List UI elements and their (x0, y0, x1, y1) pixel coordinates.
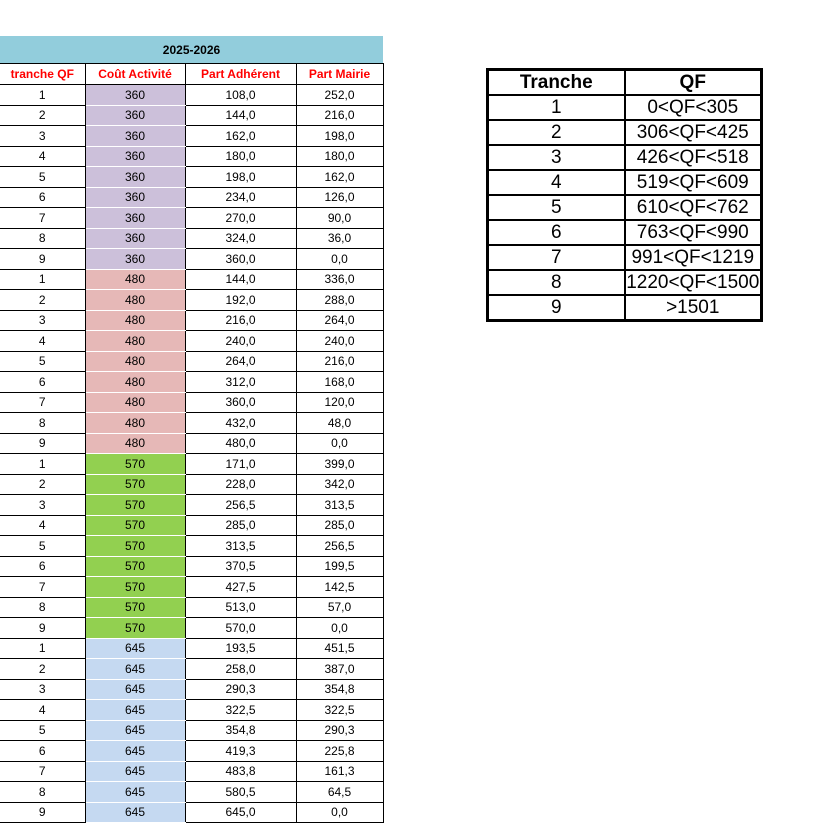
cost-cell: 570 (85, 474, 185, 495)
part-mairie-cell: 180,0 (296, 146, 383, 167)
part-adherent-cell: 360,0 (185, 392, 296, 413)
part-mairie-cell: 198,0 (296, 126, 383, 147)
qf-range-cell: 0<QF<305 (625, 95, 762, 120)
table-row (0, 208, 383, 229)
cost-cell: 360 (85, 105, 185, 126)
table-row (0, 536, 383, 557)
header-tranche-qf: tranche QF (0, 64, 85, 85)
table-row (0, 372, 383, 393)
part-adherent-cell: 198,0 (185, 167, 296, 188)
part-mairie-cell: 90,0 (296, 208, 383, 229)
qf-tranche-cell: 6 (488, 220, 625, 245)
cost-cell: 480 (85, 413, 185, 434)
tranche-cell: 7 (0, 761, 85, 782)
part-adherent-cell: 193,5 (185, 638, 296, 659)
table-row (0, 105, 383, 126)
qf-tranche-cell: 4 (488, 170, 625, 195)
qf-tranche-cell: 3 (488, 145, 625, 170)
cost-cell: 480 (85, 331, 185, 352)
qf-header-qf: QF (625, 70, 762, 96)
tranche-cell: 8 (0, 413, 85, 434)
qf-row (488, 145, 762, 170)
part-mairie-cell: 126,0 (296, 187, 383, 208)
tranche-cell: 8 (0, 782, 85, 803)
table-row (0, 167, 383, 188)
part-mairie-cell: 225,8 (296, 741, 383, 762)
tranche-cell: 6 (0, 187, 85, 208)
part-mairie-cell: 290,3 (296, 720, 383, 741)
part-mairie-cell: 252,0 (296, 85, 383, 106)
table-row (0, 802, 383, 823)
part-mairie-cell: 0,0 (296, 802, 383, 823)
part-mairie-cell: 354,8 (296, 679, 383, 700)
part-adherent-cell: 360,0 (185, 249, 296, 270)
part-mairie-cell: 216,0 (296, 105, 383, 126)
cost-cell: 570 (85, 495, 185, 516)
part-adherent-cell: 290,3 (185, 679, 296, 700)
part-mairie-cell: 288,0 (296, 290, 383, 311)
header-row (0, 64, 383, 85)
tranche-cell: 3 (0, 495, 85, 516)
header-cout-activite: Coût Activité (85, 64, 185, 85)
cost-cell: 360 (85, 126, 185, 147)
part-mairie-cell: 199,5 (296, 556, 383, 577)
tranche-cell: 4 (0, 146, 85, 167)
table-row (0, 433, 383, 454)
table-row (0, 515, 383, 536)
qf-tranche-cell: 2 (488, 120, 625, 145)
tranche-cell: 2 (0, 659, 85, 680)
table-row (0, 720, 383, 741)
cost-cell: 645 (85, 700, 185, 721)
table-row (0, 290, 383, 311)
part-mairie-cell: 256,5 (296, 536, 383, 557)
tranche-cell: 6 (0, 556, 85, 577)
cost-cell: 480 (85, 372, 185, 393)
tranche-cell: 1 (0, 638, 85, 659)
tranche-cell: 9 (0, 433, 85, 454)
cost-cell: 360 (85, 208, 185, 229)
qf-tranche-cell: 5 (488, 195, 625, 220)
tranche-cell: 9 (0, 618, 85, 639)
part-mairie-cell: 48,0 (296, 413, 383, 434)
table-row (0, 556, 383, 577)
table-row (0, 310, 383, 331)
part-mairie-cell: 162,0 (296, 167, 383, 188)
tranche-cell: 1 (0, 454, 85, 475)
part-mairie-cell: 0,0 (296, 618, 383, 639)
cost-cell: 570 (85, 536, 185, 557)
part-adherent-cell: 419,3 (185, 741, 296, 762)
part-adherent-cell: 258,0 (185, 659, 296, 680)
cost-cell: 645 (85, 741, 185, 762)
cost-cell: 570 (85, 515, 185, 536)
part-mairie-cell: 57,0 (296, 597, 383, 618)
table-row (0, 331, 383, 352)
qf-header-tranche: Tranche (488, 70, 625, 96)
part-adherent-cell: 180,0 (185, 146, 296, 167)
tranche-cell: 3 (0, 679, 85, 700)
tranche-cell: 3 (0, 310, 85, 331)
qf-tranche-cell: 8 (488, 270, 625, 295)
qf-range-cell: 519<QF<609 (625, 170, 762, 195)
tranche-cell: 5 (0, 720, 85, 741)
cost-cell: 645 (85, 659, 185, 680)
cost-cell: 645 (85, 679, 185, 700)
table-row (0, 85, 383, 106)
qf-tranche-cell: 9 (488, 295, 625, 321)
table-row (0, 638, 383, 659)
table-row (0, 269, 383, 290)
cost-cell: 570 (85, 577, 185, 598)
cost-cell: 570 (85, 618, 185, 639)
cost-cell: 645 (85, 720, 185, 741)
qf-range-cell: 426<QF<518 (625, 145, 762, 170)
part-mairie-cell: 120,0 (296, 392, 383, 413)
table-row (0, 700, 383, 721)
table-row (0, 392, 383, 413)
qf-row (488, 245, 762, 270)
part-mairie-cell: 0,0 (296, 249, 383, 270)
part-adherent-cell: 432,0 (185, 413, 296, 434)
qf-row (488, 95, 762, 120)
part-mairie-cell: 342,0 (296, 474, 383, 495)
part-mairie-cell: 64,5 (296, 782, 383, 803)
qf-row (488, 270, 762, 295)
cost-cell: 360 (85, 167, 185, 188)
part-adherent-cell: 240,0 (185, 331, 296, 352)
part-mairie-cell: 387,0 (296, 659, 383, 680)
table-row (0, 577, 383, 598)
qf-range-cell: 1220<QF<1500 (625, 270, 762, 295)
cost-cell: 645 (85, 782, 185, 803)
qf-row (488, 170, 762, 195)
table-row (0, 413, 383, 434)
table-row (0, 187, 383, 208)
cost-cell: 360 (85, 228, 185, 249)
tranche-cell: 1 (0, 269, 85, 290)
table-row (0, 659, 383, 680)
tariff-table (0, 36, 384, 823)
part-mairie-cell: 161,3 (296, 761, 383, 782)
table-row (0, 249, 383, 270)
qf-row (488, 195, 762, 220)
table-row (0, 474, 383, 495)
cost-cell: 480 (85, 269, 185, 290)
tranche-cell: 2 (0, 474, 85, 495)
part-adherent-cell: 480,0 (185, 433, 296, 454)
part-mairie-cell: 36,0 (296, 228, 383, 249)
tranche-cell: 3 (0, 126, 85, 147)
tranche-cell: 1 (0, 85, 85, 106)
table-row (0, 495, 383, 516)
part-adherent-cell: 645,0 (185, 802, 296, 823)
part-adherent-cell: 256,5 (185, 495, 296, 516)
part-adherent-cell: 580,5 (185, 782, 296, 803)
part-adherent-cell: 324,0 (185, 228, 296, 249)
cost-cell: 570 (85, 556, 185, 577)
tranche-cell: 5 (0, 351, 85, 372)
part-mairie-cell: 264,0 (296, 310, 383, 331)
part-adherent-cell: 513,0 (185, 597, 296, 618)
qf-range-cell: >1501 (625, 295, 762, 321)
table-row (0, 761, 383, 782)
part-adherent-cell: 370,5 (185, 556, 296, 577)
part-adherent-cell: 171,0 (185, 454, 296, 475)
part-adherent-cell: 570,0 (185, 618, 296, 639)
part-adherent-cell: 270,0 (185, 208, 296, 229)
part-mairie-cell: 285,0 (296, 515, 383, 536)
table-row (0, 618, 383, 639)
part-adherent-cell: 285,0 (185, 515, 296, 536)
part-adherent-cell: 264,0 (185, 351, 296, 372)
table-row (0, 679, 383, 700)
tranche-cell: 7 (0, 577, 85, 598)
table-row (0, 228, 383, 249)
tranche-cell: 2 (0, 290, 85, 311)
table-row (0, 782, 383, 803)
header-part-mairie: Part Mairie (296, 64, 383, 85)
cost-cell: 645 (85, 802, 185, 823)
part-mairie-cell: 399,0 (296, 454, 383, 475)
tranche-cell: 5 (0, 167, 85, 188)
qf-row (488, 220, 762, 245)
qf-row (488, 120, 762, 145)
qf-range-cell: 306<QF<425 (625, 120, 762, 145)
tranche-cell: 4 (0, 331, 85, 352)
part-adherent-cell: 144,0 (185, 105, 296, 126)
cost-cell: 480 (85, 392, 185, 413)
part-mairie-cell: 451,5 (296, 638, 383, 659)
part-adherent-cell: 144,0 (185, 269, 296, 290)
part-mairie-cell: 168,0 (296, 372, 383, 393)
year-row (0, 36, 383, 64)
qf-tranche-cell: 1 (488, 95, 625, 120)
table-row (0, 146, 383, 167)
cost-cell: 360 (85, 85, 185, 106)
part-adherent-cell: 312,0 (185, 372, 296, 393)
part-adherent-cell: 228,0 (185, 474, 296, 495)
tranche-cell: 7 (0, 392, 85, 413)
part-adherent-cell: 322,5 (185, 700, 296, 721)
qf-range-cell: 763<QF<990 (625, 220, 762, 245)
tariff-table-body (0, 36, 383, 823)
cost-cell: 645 (85, 761, 185, 782)
part-adherent-cell: 216,0 (185, 310, 296, 331)
cost-cell: 360 (85, 187, 185, 208)
part-mairie-cell: 216,0 (296, 351, 383, 372)
part-mairie-cell: 336,0 (296, 269, 383, 290)
tranche-cell: 4 (0, 515, 85, 536)
tranche-cell: 7 (0, 208, 85, 229)
qf-range-cell: 610<QF<762 (625, 195, 762, 220)
cost-cell: 480 (85, 310, 185, 331)
part-mairie-cell: 313,5 (296, 495, 383, 516)
part-adherent-cell: 427,5 (185, 577, 296, 598)
tranche-cell: 2 (0, 105, 85, 126)
table-row (0, 351, 383, 372)
header-part-adherent: Part Adhérent (185, 64, 296, 85)
cost-cell: 480 (85, 433, 185, 454)
cost-cell: 570 (85, 454, 185, 475)
tranche-cell: 5 (0, 536, 85, 557)
part-mairie-cell: 0,0 (296, 433, 383, 454)
tranche-cell: 9 (0, 249, 85, 270)
tranche-cell: 8 (0, 597, 85, 618)
part-mairie-cell: 322,5 (296, 700, 383, 721)
cost-cell: 480 (85, 290, 185, 311)
cost-cell: 360 (85, 146, 185, 167)
part-adherent-cell: 354,8 (185, 720, 296, 741)
tranche-cell: 4 (0, 700, 85, 721)
qf-brackets-table (486, 68, 763, 322)
table-row (0, 741, 383, 762)
part-adherent-cell: 162,0 (185, 126, 296, 147)
tranche-cell: 9 (0, 802, 85, 823)
part-adherent-cell: 483,8 (185, 761, 296, 782)
qf-table-body (488, 70, 762, 321)
cost-cell: 360 (85, 249, 185, 270)
tranche-cell: 8 (0, 228, 85, 249)
part-adherent-cell: 234,0 (185, 187, 296, 208)
part-mairie-cell: 142,5 (296, 577, 383, 598)
part-mairie-cell: 240,0 (296, 331, 383, 352)
qf-header-row (488, 70, 762, 96)
tranche-cell: 6 (0, 372, 85, 393)
table-row (0, 126, 383, 147)
qf-row (488, 295, 762, 321)
part-adherent-cell: 108,0 (185, 85, 296, 106)
tranche-cell: 6 (0, 741, 85, 762)
qf-range-cell: 991<QF<1219 (625, 245, 762, 270)
cost-cell: 645 (85, 638, 185, 659)
cost-cell: 480 (85, 351, 185, 372)
cost-cell: 570 (85, 597, 185, 618)
table-row (0, 597, 383, 618)
qf-tranche-cell: 7 (488, 245, 625, 270)
year-title: 2025-2026 (0, 36, 383, 64)
part-adherent-cell: 313,5 (185, 536, 296, 557)
part-adherent-cell: 192,0 (185, 290, 296, 311)
table-row (0, 454, 383, 475)
